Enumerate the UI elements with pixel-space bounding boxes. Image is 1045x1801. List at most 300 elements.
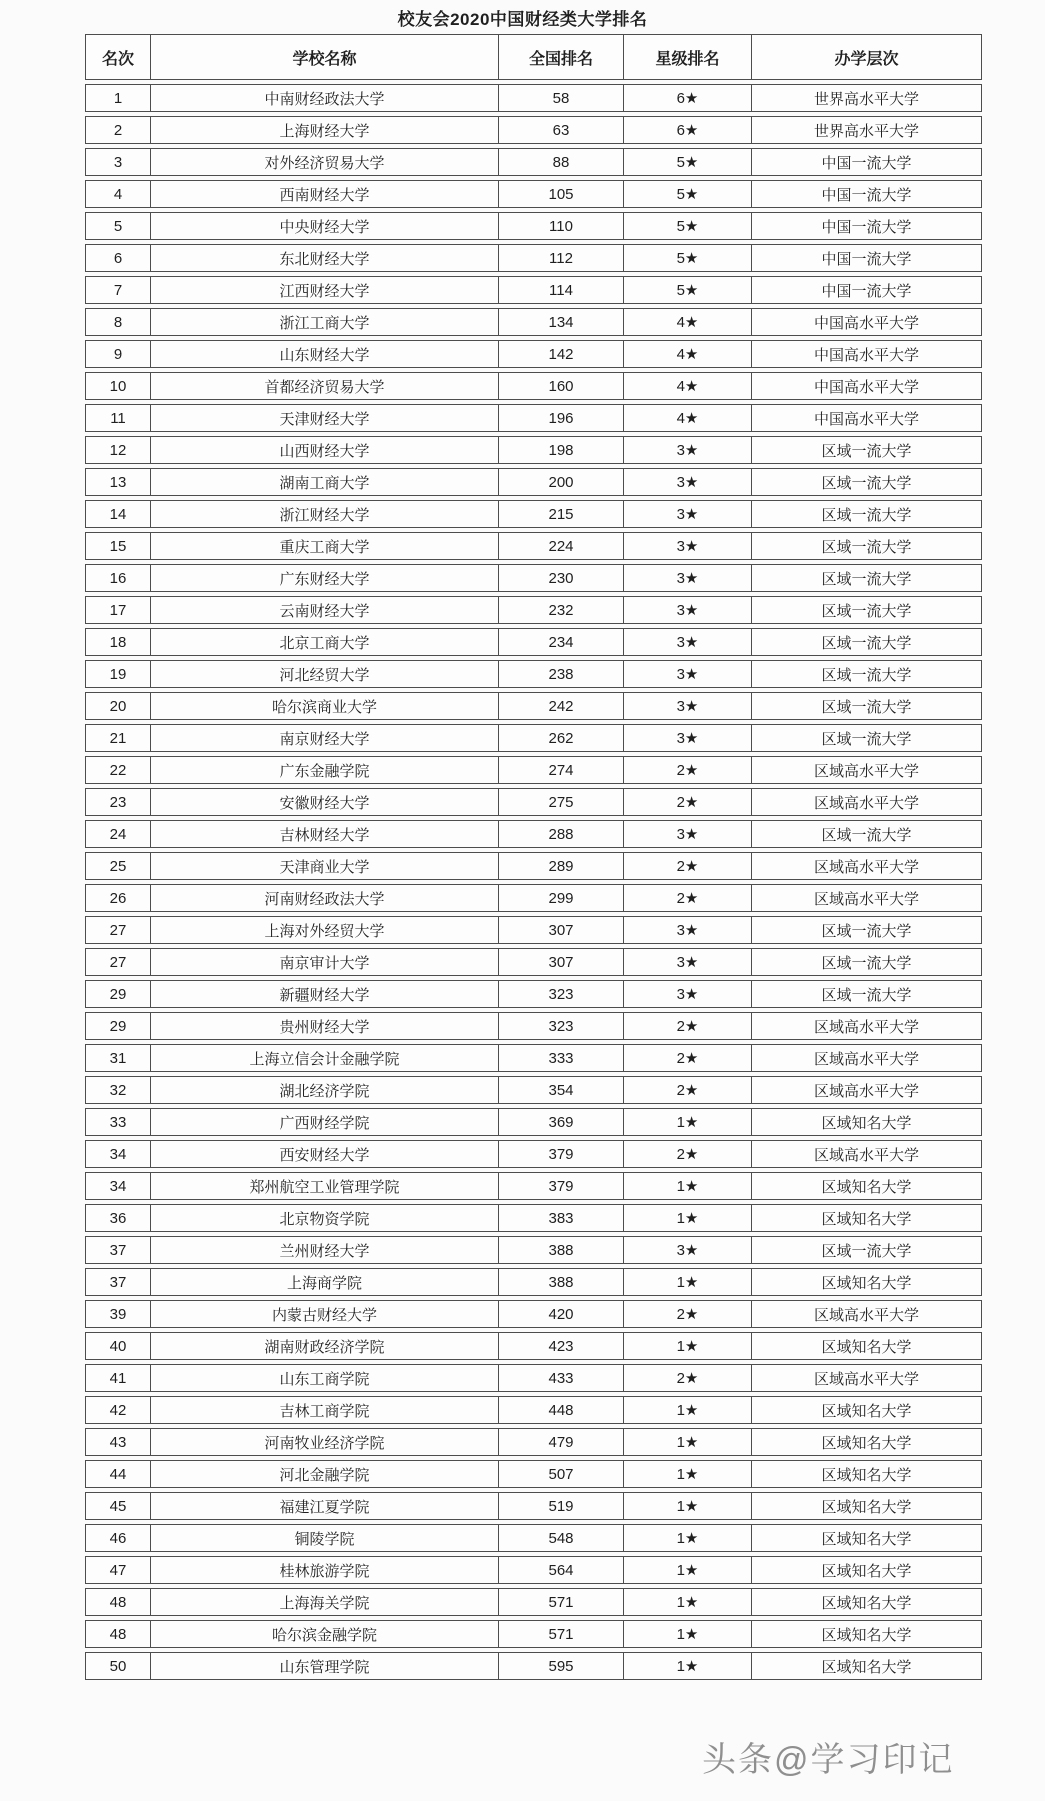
table-row	[85, 948, 982, 976]
national-rank-cell: 388	[498, 1268, 623, 1296]
school-level-cell: 区域知名大学	[751, 1204, 982, 1232]
table-row	[85, 212, 982, 240]
rank-cell: 21	[85, 724, 150, 752]
school-name-cell: 南京财经大学	[150, 724, 498, 752]
star-rank-cell: 3★	[623, 916, 751, 944]
rank-cell: 23	[85, 788, 150, 816]
rank-cell: 50	[85, 1652, 150, 1680]
school-name-cell: 内蒙古财经大学	[150, 1300, 498, 1328]
national-rank-cell: 323	[498, 1012, 623, 1040]
star-rank-cell: 3★	[623, 468, 751, 496]
school-level-cell: 区域一流大学	[751, 468, 982, 496]
star-rank-cell: 1★	[623, 1428, 751, 1456]
rank-cell: 16	[85, 564, 150, 592]
star-rank-cell: 1★	[623, 1332, 751, 1360]
national-rank-cell: 196	[498, 404, 623, 432]
rank-cell: 37	[85, 1268, 150, 1296]
star-rank-cell: 5★	[623, 180, 751, 208]
school-level-cell: 区域知名大学	[751, 1588, 982, 1616]
rank-cell: 43	[85, 1428, 150, 1456]
school-name-cell: 上海海关学院	[150, 1588, 498, 1616]
rank-cell: 42	[85, 1396, 150, 1424]
national-rank-cell: 571	[498, 1588, 623, 1616]
table-row	[85, 436, 982, 464]
table-row	[85, 820, 982, 848]
rank-cell: 46	[85, 1524, 150, 1552]
school-name-cell: 河南财经政法大学	[150, 884, 498, 912]
school-name-cell: 铜陵学院	[150, 1524, 498, 1552]
school-name-cell: 山西财经大学	[150, 436, 498, 464]
school-level-cell: 区域高水平大学	[751, 884, 982, 912]
table-row	[85, 1204, 982, 1232]
school-level-cell: 区域一流大学	[751, 724, 982, 752]
star-rank-cell: 3★	[623, 948, 751, 976]
school-level-cell: 区域知名大学	[751, 1460, 982, 1488]
rank-cell: 27	[85, 948, 150, 976]
national-rank-cell: 479	[498, 1428, 623, 1456]
school-level-cell: 区域一流大学	[751, 436, 982, 464]
star-rank-cell: 3★	[623, 628, 751, 656]
school-name-cell: 吉林工商学院	[150, 1396, 498, 1424]
star-rank-cell: 1★	[623, 1268, 751, 1296]
school-name-cell: 西南财经大学	[150, 180, 498, 208]
school-name-cell: 安徽财经大学	[150, 788, 498, 816]
star-rank-cell: 2★	[623, 1012, 751, 1040]
national-rank-cell: 230	[498, 564, 623, 592]
table-row	[85, 116, 982, 144]
star-rank-cell: 1★	[623, 1588, 751, 1616]
rank-cell: 27	[85, 916, 150, 944]
rank-cell: 29	[85, 980, 150, 1008]
table-row	[85, 564, 982, 592]
table-row	[85, 276, 982, 304]
national-rank-cell: 262	[498, 724, 623, 752]
table-row	[85, 916, 982, 944]
table-row	[85, 1652, 982, 1680]
table-row	[85, 1300, 982, 1328]
table-row	[85, 372, 982, 400]
national-rank-cell: 383	[498, 1204, 623, 1232]
star-rank-cell: 2★	[623, 1076, 751, 1104]
star-rank-cell: 1★	[623, 1556, 751, 1584]
school-name-cell: 广东金融学院	[150, 756, 498, 784]
school-level-cell: 中国一流大学	[751, 148, 982, 176]
school-level-cell: 区域一流大学	[751, 980, 982, 1008]
star-rank-cell: 3★	[623, 980, 751, 1008]
school-name-cell: 福建江夏学院	[150, 1492, 498, 1520]
rank-cell: 6	[85, 244, 150, 272]
table-row	[85, 340, 982, 368]
rank-cell: 13	[85, 468, 150, 496]
star-rank-cell: 2★	[623, 1044, 751, 1072]
school-level-cell: 区域知名大学	[751, 1268, 982, 1296]
school-name-cell: 广东财经大学	[150, 564, 498, 592]
rank-cell: 17	[85, 596, 150, 624]
table-row	[85, 1620, 982, 1648]
table-row	[85, 756, 982, 784]
school-name-cell: 广西财经学院	[150, 1108, 498, 1136]
national-rank-cell: 420	[498, 1300, 623, 1328]
rank-cell: 5	[85, 212, 150, 240]
rank-cell: 22	[85, 756, 150, 784]
rank-cell: 18	[85, 628, 150, 656]
star-rank-cell: 4★	[623, 340, 751, 368]
rank-cell: 7	[85, 276, 150, 304]
school-name-cell: 北京工商大学	[150, 628, 498, 656]
rank-cell: 20	[85, 692, 150, 720]
star-rank-cell: 3★	[623, 1236, 751, 1264]
school-name-cell: 东北财经大学	[150, 244, 498, 272]
star-rank-cell: 2★	[623, 1364, 751, 1392]
school-level-cell: 中国一流大学	[751, 212, 982, 240]
national-rank-cell: 58	[498, 84, 623, 112]
table-row	[85, 692, 982, 720]
school-level-cell: 中国高水平大学	[751, 308, 982, 336]
school-name-cell: 中央财经大学	[150, 212, 498, 240]
star-rank-cell: 2★	[623, 788, 751, 816]
school-name-cell: 哈尔滨金融学院	[150, 1620, 498, 1648]
school-level-cell: 区域高水平大学	[751, 1012, 982, 1040]
table-row	[85, 244, 982, 272]
national-rank-cell: 299	[498, 884, 623, 912]
table-row	[85, 468, 982, 496]
star-rank-cell: 1★	[623, 1396, 751, 1424]
national-rank-cell: 88	[498, 148, 623, 176]
school-level-cell: 区域一流大学	[751, 564, 982, 592]
school-name-cell: 贵州财经大学	[150, 1012, 498, 1040]
star-rank-cell: 3★	[623, 596, 751, 624]
school-name-cell: 吉林财经大学	[150, 820, 498, 848]
star-rank-cell: 1★	[623, 1460, 751, 1488]
table-row	[85, 1588, 982, 1616]
national-rank-cell: 379	[498, 1172, 623, 1200]
ranking-table	[85, 30, 982, 1684]
rank-cell: 32	[85, 1076, 150, 1104]
rank-cell: 11	[85, 404, 150, 432]
school-name-cell: 天津商业大学	[150, 852, 498, 880]
table-row	[85, 788, 982, 816]
rank-cell: 33	[85, 1108, 150, 1136]
national-rank-cell: 289	[498, 852, 623, 880]
school-name-cell: 中南财经政法大学	[150, 84, 498, 112]
star-rank-cell: 4★	[623, 372, 751, 400]
star-rank-cell: 3★	[623, 660, 751, 688]
star-rank-cell: 1★	[623, 1172, 751, 1200]
table-row	[85, 1428, 982, 1456]
school-level-cell: 区域知名大学	[751, 1428, 982, 1456]
table-header	[85, 34, 982, 80]
national-rank-cell: 215	[498, 500, 623, 528]
star-rank-cell: 2★	[623, 1140, 751, 1168]
school-name-cell: 西安财经大学	[150, 1140, 498, 1168]
star-rank-cell: 1★	[623, 1204, 751, 1232]
table-row	[85, 84, 982, 112]
school-name-cell: 浙江工商大学	[150, 308, 498, 336]
star-rank-cell: 1★	[623, 1620, 751, 1648]
school-level-cell: 中国高水平大学	[751, 404, 982, 432]
national-rank-cell: 571	[498, 1620, 623, 1648]
table-body	[85, 84, 982, 1680]
rank-cell: 34	[85, 1140, 150, 1168]
school-level-cell: 区域高水平大学	[751, 756, 982, 784]
national-rank-cell: 323	[498, 980, 623, 1008]
school-name-cell: 湖北经济学院	[150, 1076, 498, 1104]
school-level-cell: 中国高水平大学	[751, 340, 982, 368]
school-name-cell: 对外经济贸易大学	[150, 148, 498, 176]
rank-cell: 10	[85, 372, 150, 400]
school-name-cell: 山东管理学院	[150, 1652, 498, 1680]
school-level-cell: 区域知名大学	[751, 1492, 982, 1520]
school-name-cell: 湖南财政经济学院	[150, 1332, 498, 1360]
header-row	[85, 34, 982, 80]
rank-cell: 26	[85, 884, 150, 912]
rank-cell: 37	[85, 1236, 150, 1264]
star-rank-cell: 4★	[623, 404, 751, 432]
star-rank-cell: 2★	[623, 1300, 751, 1328]
national-rank-cell: 134	[498, 308, 623, 336]
table-row	[85, 1012, 982, 1040]
school-name-cell: 首都经济贸易大学	[150, 372, 498, 400]
star-rank-cell: 1★	[623, 1108, 751, 1136]
header-star-rank: 星级排名	[623, 34, 751, 80]
rank-cell: 14	[85, 500, 150, 528]
star-rank-cell: 3★	[623, 820, 751, 848]
table-row	[85, 404, 982, 432]
school-level-cell: 中国一流大学	[751, 244, 982, 272]
star-rank-cell: 1★	[623, 1652, 751, 1680]
table-row	[85, 1332, 982, 1360]
school-name-cell: 新疆财经大学	[150, 980, 498, 1008]
national-rank-cell: 307	[498, 948, 623, 976]
school-level-cell: 区域一流大学	[751, 1236, 982, 1264]
table-row	[85, 308, 982, 336]
school-level-cell: 区域知名大学	[751, 1172, 982, 1200]
table-row	[85, 660, 982, 688]
star-rank-cell: 2★	[623, 852, 751, 880]
rank-cell: 24	[85, 820, 150, 848]
rank-cell: 45	[85, 1492, 150, 1520]
star-rank-cell: 3★	[623, 532, 751, 560]
rank-cell: 2	[85, 116, 150, 144]
rank-cell: 25	[85, 852, 150, 880]
national-rank-cell: 423	[498, 1332, 623, 1360]
school-name-cell: 浙江财经大学	[150, 500, 498, 528]
school-level-cell: 区域知名大学	[751, 1332, 982, 1360]
school-name-cell: 哈尔滨商业大学	[150, 692, 498, 720]
national-rank-cell: 274	[498, 756, 623, 784]
school-name-cell: 山东财经大学	[150, 340, 498, 368]
school-level-cell: 区域一流大学	[751, 660, 982, 688]
school-name-cell: 北京物资学院	[150, 1204, 498, 1232]
school-name-cell: 桂林旅游学院	[150, 1556, 498, 1584]
star-rank-cell: 3★	[623, 692, 751, 720]
star-rank-cell: 1★	[623, 1524, 751, 1552]
school-level-cell: 区域高水平大学	[751, 852, 982, 880]
star-rank-cell: 3★	[623, 724, 751, 752]
table-row	[85, 1172, 982, 1200]
national-rank-cell: 110	[498, 212, 623, 240]
school-name-cell: 湖南工商大学	[150, 468, 498, 496]
school-level-cell: 区域高水平大学	[751, 1140, 982, 1168]
school-name-cell: 上海财经大学	[150, 116, 498, 144]
national-rank-cell: 242	[498, 692, 623, 720]
rank-cell: 39	[85, 1300, 150, 1328]
table-row	[85, 596, 982, 624]
school-level-cell: 区域知名大学	[751, 1108, 982, 1136]
national-rank-cell: 288	[498, 820, 623, 848]
star-rank-cell: 6★	[623, 116, 751, 144]
national-rank-cell: 200	[498, 468, 623, 496]
school-level-cell: 区域一流大学	[751, 596, 982, 624]
rank-cell: 40	[85, 1332, 150, 1360]
star-rank-cell: 3★	[623, 436, 751, 464]
star-rank-cell: 5★	[623, 148, 751, 176]
star-rank-cell: 5★	[623, 212, 751, 240]
national-rank-cell: 433	[498, 1364, 623, 1392]
star-rank-cell: 1★	[623, 1492, 751, 1520]
national-rank-cell: 307	[498, 916, 623, 944]
rank-cell: 36	[85, 1204, 150, 1232]
table-row	[85, 1556, 982, 1584]
table-row	[85, 1364, 982, 1392]
national-rank-cell: 63	[498, 116, 623, 144]
national-rank-cell: 112	[498, 244, 623, 272]
school-level-cell: 世界高水平大学	[751, 84, 982, 112]
national-rank-cell: 275	[498, 788, 623, 816]
rank-cell: 1	[85, 84, 150, 112]
national-rank-cell: 354	[498, 1076, 623, 1104]
national-rank-cell: 519	[498, 1492, 623, 1520]
table-row	[85, 628, 982, 656]
school-level-cell: 中国一流大学	[751, 180, 982, 208]
star-rank-cell: 5★	[623, 244, 751, 272]
school-name-cell: 天津财经大学	[150, 404, 498, 432]
header-national-rank: 全国排名	[498, 34, 623, 80]
table-row	[85, 1140, 982, 1168]
national-rank-cell: 234	[498, 628, 623, 656]
table-row	[85, 1076, 982, 1104]
rank-cell: 12	[85, 436, 150, 464]
national-rank-cell: 448	[498, 1396, 623, 1424]
school-name-cell: 上海立信会计金融学院	[150, 1044, 498, 1072]
rank-cell: 15	[85, 532, 150, 560]
rank-cell: 48	[85, 1588, 150, 1616]
rank-cell: 44	[85, 1460, 150, 1488]
table-row	[85, 1460, 982, 1488]
school-name-cell: 云南财经大学	[150, 596, 498, 624]
star-rank-cell: 3★	[623, 564, 751, 592]
rank-cell: 3	[85, 148, 150, 176]
star-rank-cell: 6★	[623, 84, 751, 112]
national-rank-cell: 595	[498, 1652, 623, 1680]
national-rank-cell: 388	[498, 1236, 623, 1264]
school-level-cell: 世界高水平大学	[751, 116, 982, 144]
table-row	[85, 500, 982, 528]
rank-cell: 41	[85, 1364, 150, 1392]
national-rank-cell: 238	[498, 660, 623, 688]
national-rank-cell: 142	[498, 340, 623, 368]
rank-cell: 48	[85, 1620, 150, 1648]
star-rank-cell: 2★	[623, 884, 751, 912]
rank-cell: 4	[85, 180, 150, 208]
header-rank: 名次	[85, 34, 150, 80]
table-row	[85, 1268, 982, 1296]
national-rank-cell: 232	[498, 596, 623, 624]
school-level-cell: 区域知名大学	[751, 1556, 982, 1584]
school-name-cell: 上海对外经贸大学	[150, 916, 498, 944]
school-level-cell: 区域知名大学	[751, 1396, 982, 1424]
national-rank-cell: 548	[498, 1524, 623, 1552]
rank-cell: 8	[85, 308, 150, 336]
school-level-cell: 中国高水平大学	[751, 372, 982, 400]
table-row	[85, 1396, 982, 1424]
star-rank-cell: 4★	[623, 308, 751, 336]
school-level-cell: 区域高水平大学	[751, 1364, 982, 1392]
page-title: 校友会2020中国财经类大学排名	[397, 10, 648, 29]
national-rank-cell: 507	[498, 1460, 623, 1488]
school-level-cell: 区域一流大学	[751, 532, 982, 560]
school-level-cell: 区域一流大学	[751, 916, 982, 944]
table-row	[85, 884, 982, 912]
table-row	[85, 724, 982, 752]
school-level-cell: 区域高水平大学	[751, 1044, 982, 1072]
rank-cell: 29	[85, 1012, 150, 1040]
national-rank-cell: 114	[498, 276, 623, 304]
school-name-cell: 河北经贸大学	[150, 660, 498, 688]
school-name-cell: 上海商学院	[150, 1268, 498, 1296]
school-name-cell: 山东工商学院	[150, 1364, 498, 1392]
school-level-cell: 区域知名大学	[751, 1652, 982, 1680]
school-level-cell: 区域一流大学	[751, 948, 982, 976]
school-level-cell: 区域高水平大学	[751, 1076, 982, 1104]
table-row	[85, 1236, 982, 1264]
national-rank-cell: 160	[498, 372, 623, 400]
watermark: 头条@学习印记	[702, 1741, 955, 1779]
school-name-cell: 南京审计大学	[150, 948, 498, 976]
school-level-cell: 区域高水平大学	[751, 788, 982, 816]
star-rank-cell: 2★	[623, 756, 751, 784]
school-level-cell: 区域一流大学	[751, 820, 982, 848]
school-name-cell: 兰州财经大学	[150, 1236, 498, 1264]
national-rank-cell: 369	[498, 1108, 623, 1136]
table-row	[85, 1492, 982, 1520]
national-rank-cell: 224	[498, 532, 623, 560]
school-name-cell: 河南牧业经济学院	[150, 1428, 498, 1456]
rank-cell: 47	[85, 1556, 150, 1584]
national-rank-cell: 379	[498, 1140, 623, 1168]
header-school-name: 学校名称	[150, 34, 498, 80]
school-level-cell: 区域知名大学	[751, 1524, 982, 1552]
rank-cell: 9	[85, 340, 150, 368]
table-row	[85, 532, 982, 560]
rank-cell: 31	[85, 1044, 150, 1072]
rank-cell: 34	[85, 1172, 150, 1200]
school-level-cell: 区域知名大学	[751, 1620, 982, 1648]
table-row	[85, 852, 982, 880]
school-name-cell: 江西财经大学	[150, 276, 498, 304]
school-level-cell: 中国一流大学	[751, 276, 982, 304]
national-rank-cell: 198	[498, 436, 623, 464]
table-row	[85, 180, 982, 208]
school-level-cell: 区域一流大学	[751, 692, 982, 720]
school-name-cell: 重庆工商大学	[150, 532, 498, 560]
school-level-cell: 区域高水平大学	[751, 1300, 982, 1328]
star-rank-cell: 3★	[623, 500, 751, 528]
school-level-cell: 区域一流大学	[751, 500, 982, 528]
table-row	[85, 1524, 982, 1552]
national-rank-cell: 333	[498, 1044, 623, 1072]
school-name-cell: 郑州航空工业管理学院	[150, 1172, 498, 1200]
